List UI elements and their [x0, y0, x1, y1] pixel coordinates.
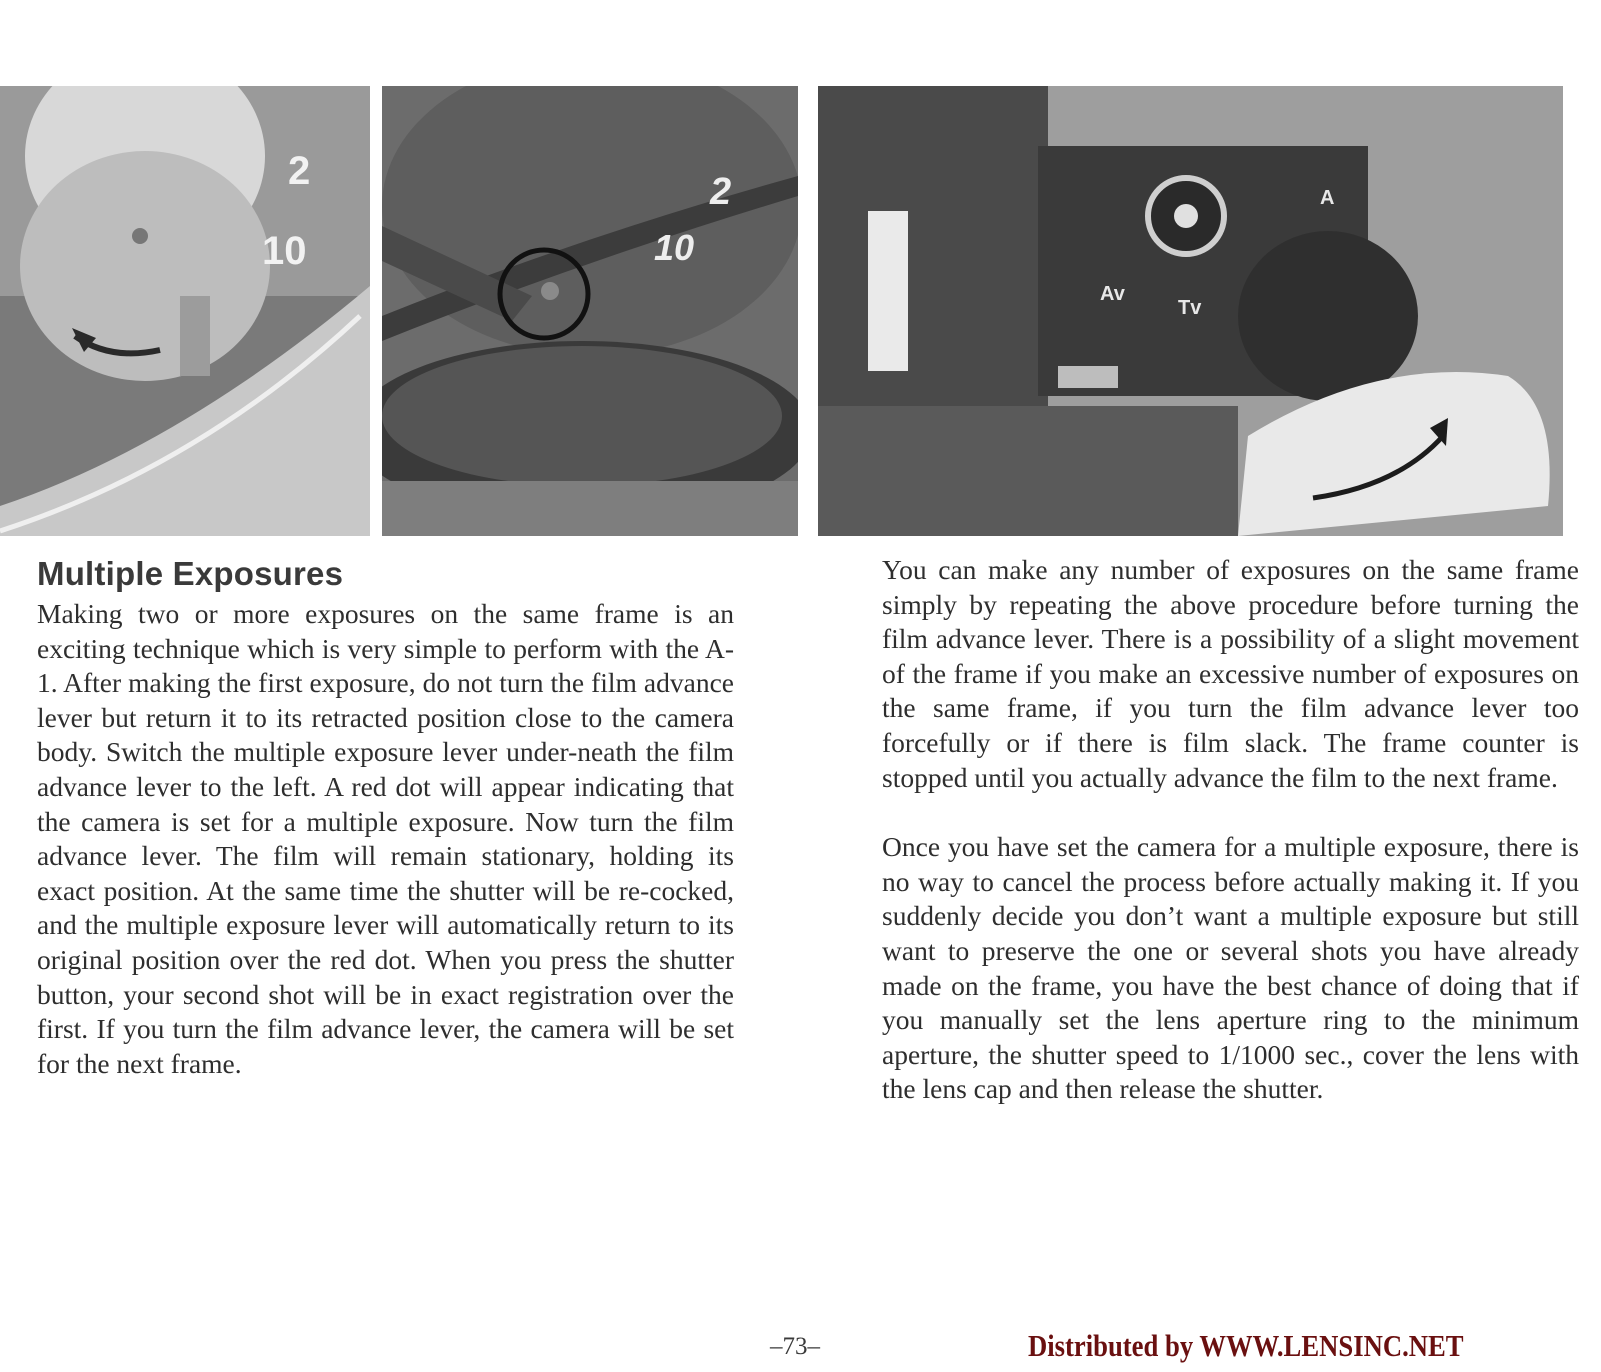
section-title: Multiple Exposures — [37, 555, 344, 592]
mode-label-av: Av — [1100, 283, 1125, 305]
paragraph-procedure: Making two or more exposures on the same frame is an exciting technique which is very simple to perform with the A-1. After making the first exposure, do not turn the film advance lever but return it to its retracted position close to the camera body. Switch the multiple exposure lever under-neath the film advance lever to the left. A red dot will appear indicating that the camera is set for a multiple exposure. Now turn the film advance lever. The film will remain stationary, holding its exact position. At the same time the shutter will be re-cocked, and the multiple exposure lever will automatically return to its original position over the red dot. When you press the shutter button, your second shot will be in exact registration over the first. If you turn the film advance lever, the camera will be set for the next frame. — [37, 598, 734, 1079]
distributor-credit: Distributed by WWW.LENSINC.NET — [1028, 1328, 1464, 1363]
mode-label-tv: Tv — [1178, 297, 1202, 319]
photo-film-advance-lever — [0, 86, 370, 536]
text-column-left — [37, 597, 734, 1081]
page-number: –73– — [770, 1333, 820, 1360]
dial-number-2: 2 — [710, 171, 732, 213]
photo-multiple-exposure-lever — [382, 86, 798, 536]
dial-number-10: 10 — [262, 229, 307, 273]
dial-number-10: 10 — [654, 227, 695, 268]
paragraph-cancel-exposure: Once you have set the camera for a multiple exposure, there is no way to cancel the process before actually making it. If you suddenly decide you don’t want a multiple exposure but still want to preserve the one or several shots you have already made on the frame, you have the best chance of doing that if you manually set the lens aperture ring to the minimum aperture, the shutter speed to 1/1000 sec., cover the lens with the lens cap and then release the shutter. — [882, 831, 1579, 1105]
mode-label-a: A — [1320, 187, 1335, 209]
paragraph-repeat-exposures: You can make any number of exposures on the same frame simply by repeating the above procedure before turning the film advance lever. There is a possibility of a slight movement of the frame if you make an excessive number of exposures on the same frame, if you turn the film advance lever too forcefully or if there is film slack. The frame counter is stopped until you actually advance the film to the next frame. — [882, 554, 1579, 793]
text-column-right — [882, 553, 1579, 1107]
dial-number-2: 2 — [288, 149, 311, 193]
photo-camera-top-hand — [818, 86, 1563, 536]
